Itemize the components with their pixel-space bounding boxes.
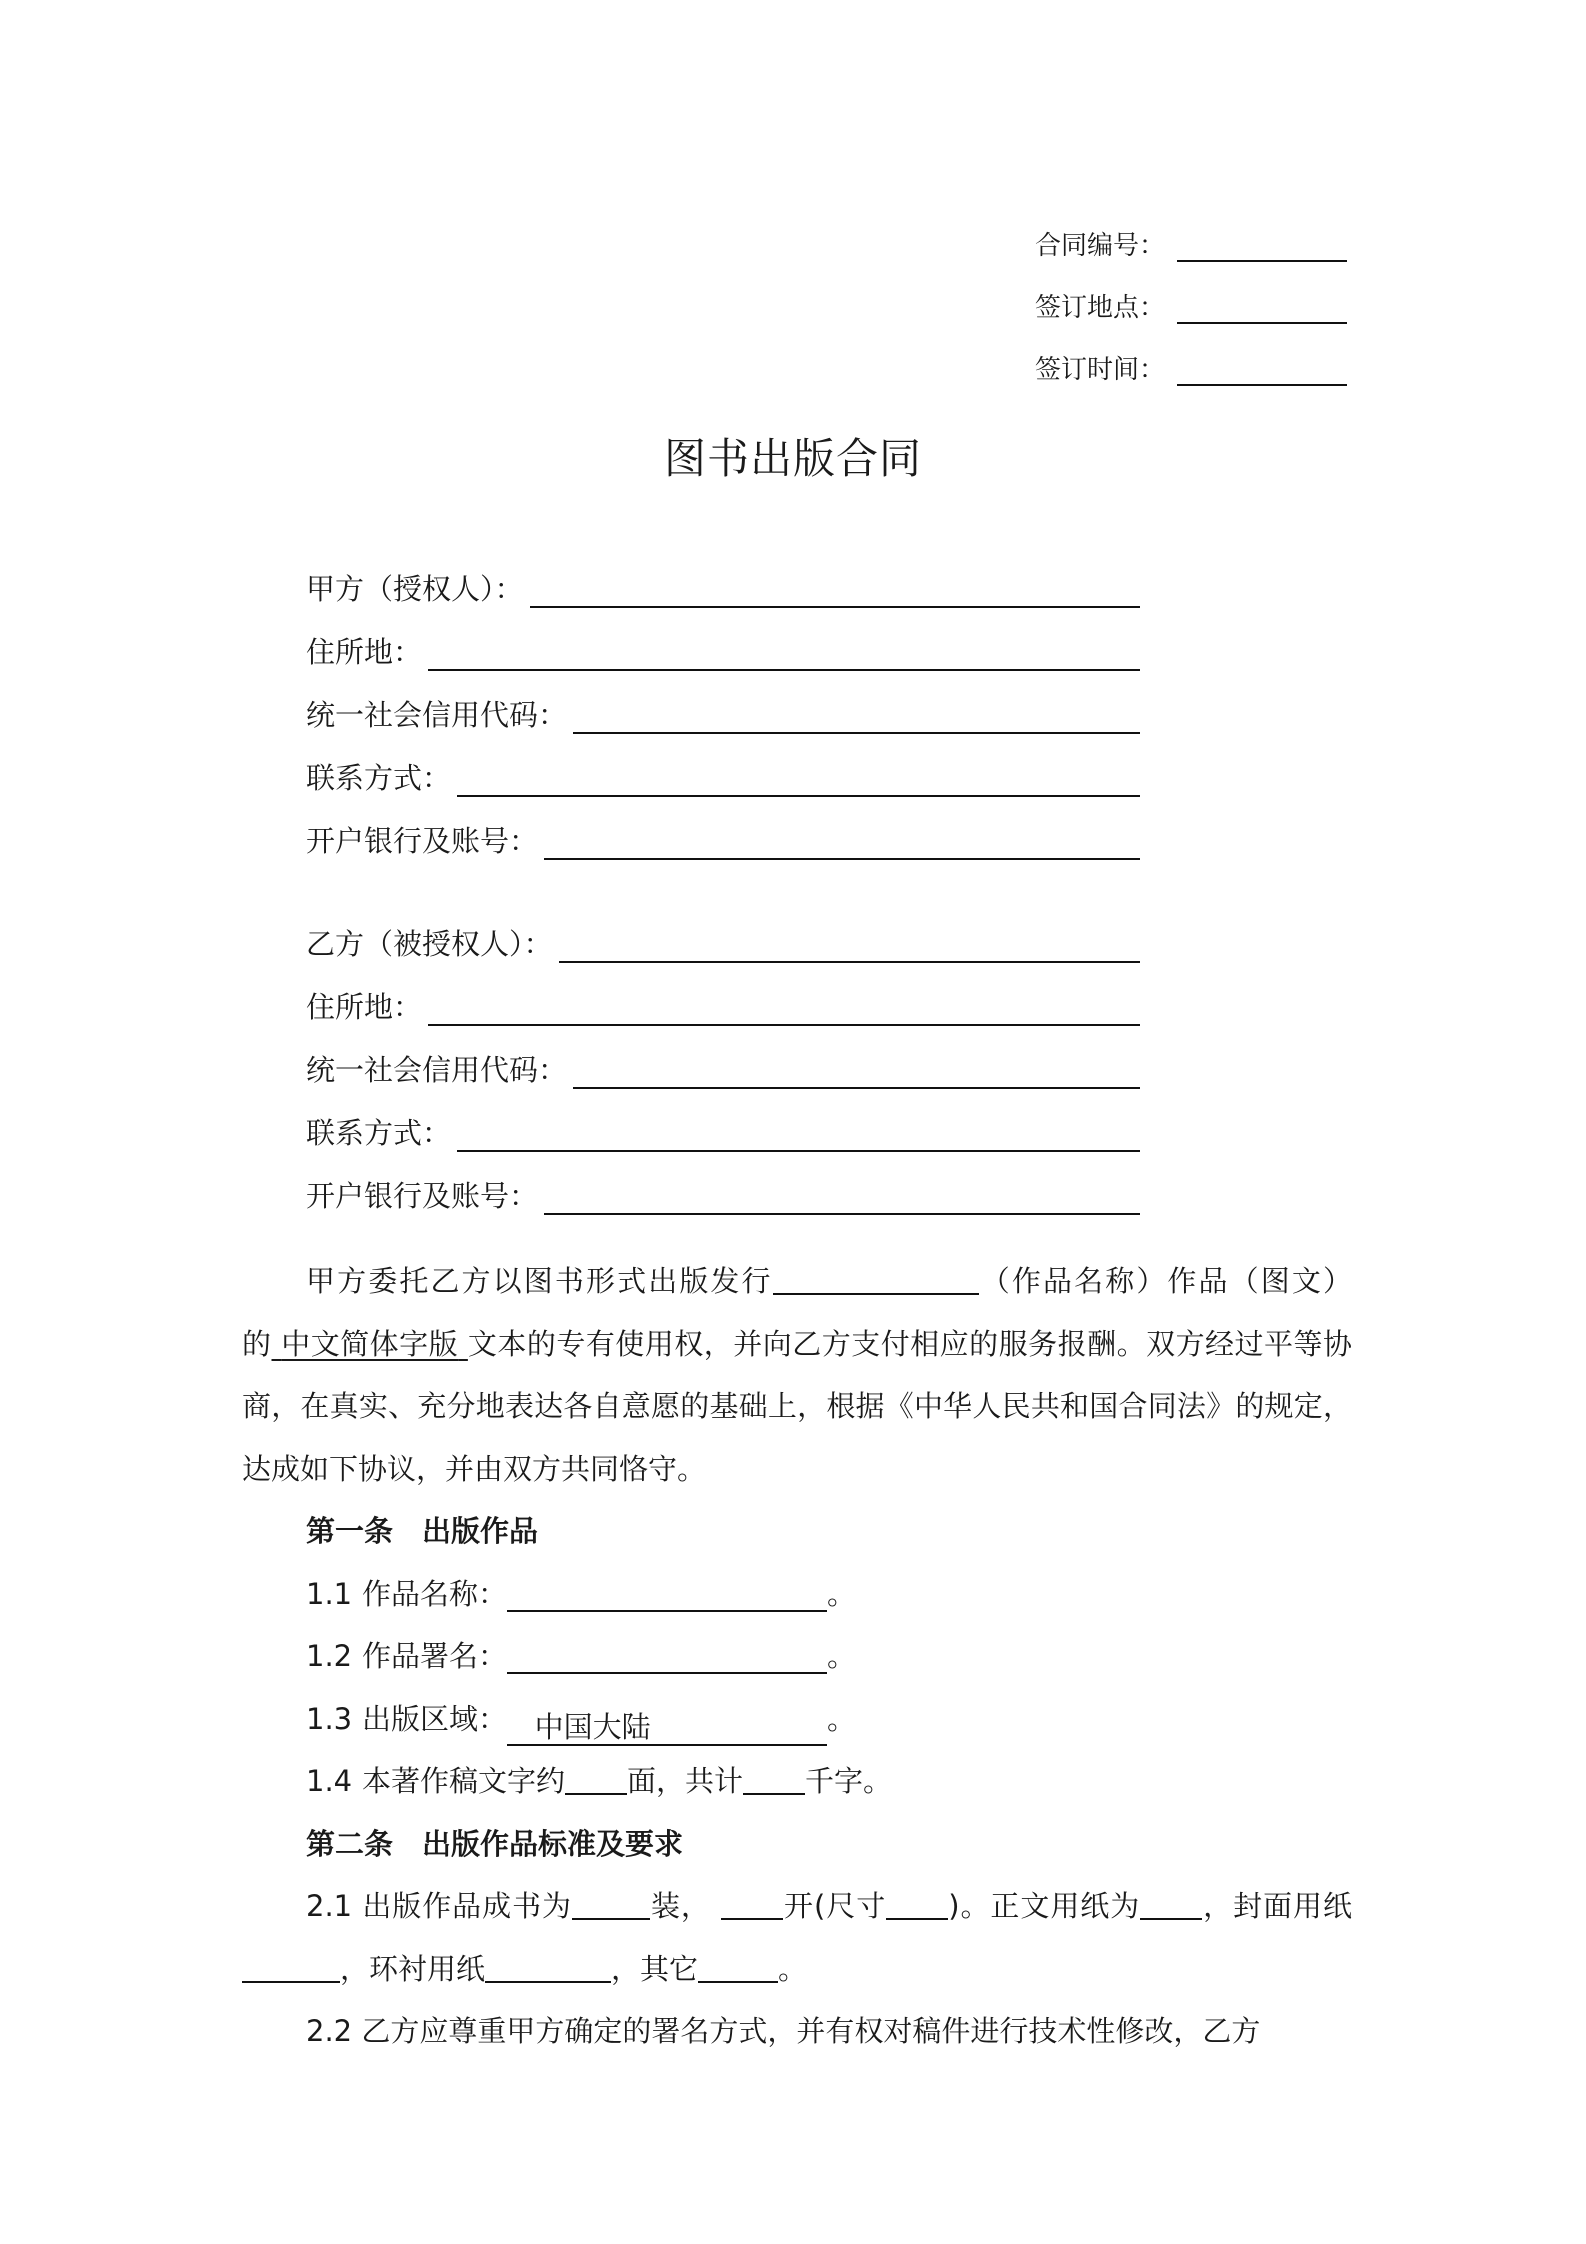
intro-paragraph (242, 1250, 1352, 1500)
body-paper-blank[interactable] (1140, 1892, 1202, 1920)
contract-body (242, 1250, 1352, 2063)
item-1-2 (242, 1625, 1352, 1688)
binding-blank[interactable] (572, 1892, 650, 1920)
party-a-name-row (306, 545, 1140, 608)
party-b-contact-field[interactable] (457, 1122, 1140, 1152)
party-a-bank-field[interactable] (544, 830, 1140, 860)
item-2-2 (242, 2000, 1352, 2063)
item-2-1 (242, 1875, 1352, 2000)
size-blank[interactable] (886, 1892, 948, 1920)
work-author-field[interactable] (507, 1638, 827, 1674)
party-b-address-label: 住所地： (306, 990, 423, 1024)
contract-meta (1035, 200, 1347, 386)
work-title-blank[interactable] (773, 1267, 979, 1295)
article-1-heading: 第一条 出版作品 (306, 1514, 539, 1548)
party-b-name-field[interactable] (559, 933, 1140, 963)
party-a-address-label: 住所地： (306, 635, 423, 669)
party-b-credit-row (306, 1026, 1140, 1089)
sign-time-row (1035, 324, 1347, 386)
party-b-block (306, 900, 1140, 1215)
item-1-1-end: 。 (827, 1576, 857, 1611)
version-value: 中文简体字版 (281, 1326, 459, 1361)
sign-place-label: 签订地点： (1035, 293, 1166, 323)
intro-text-3: 文本的专有使用权，并向乙方支付相应的服务报酬。双方经过平等协商，在真实、充分地表达各自意愿的基础上，根据《中华人民共和国合同法》的规定，达成如下协议，并由双方共同恪守。 (242, 1326, 1353, 1486)
region-field[interactable] (507, 1710, 827, 1746)
item-2-1-f: ，环衬用纸 (340, 1951, 486, 1986)
item-1-3-label: 出版区域： (362, 1701, 508, 1736)
item-2-1-h: 。 (778, 1951, 808, 1986)
sign-time-field[interactable] (1177, 360, 1347, 386)
other-blank[interactable] (698, 1955, 778, 1983)
party-b-credit-field[interactable] (573, 1059, 1140, 1089)
word-count-blank[interactable] (743, 1767, 805, 1795)
page-count-blank[interactable] (565, 1767, 627, 1795)
article-2-heading: 第二条 出版作品标准及要求 (306, 1826, 684, 1861)
item-1-4-text-c: 千字。 (805, 1764, 893, 1798)
party-b-contact-label: 联系方式： (306, 1116, 452, 1150)
item-1-1-num: 1.1 (306, 1576, 353, 1611)
region-value: 中国大陆 (534, 1709, 651, 1744)
item-1-2-num: 1.2 (306, 1639, 353, 1673)
party-a-address-row (306, 608, 1140, 671)
item-2-1-num: 2.1 (306, 1889, 353, 1923)
party-a-contact-label: 联系方式： (306, 761, 452, 795)
item-1-4-text-a: 本著作稿文字约 (362, 1764, 566, 1798)
party-b-credit-label: 统一社会信用代码： (306, 1053, 568, 1087)
party-a-name-label: 甲方（授权人）： (306, 572, 524, 606)
sign-place-row (1035, 262, 1347, 324)
item-2-1-c: 开(尺寸 (783, 1889, 887, 1923)
intro-text-1: 甲方委托乙方以图书形式出版发行 (306, 1264, 773, 1298)
party-a-bank-label: 开户银行及账号： (306, 824, 539, 858)
sign-place-field[interactable] (1177, 298, 1347, 324)
party-a-address-field[interactable] (428, 641, 1140, 671)
contract-no-field[interactable] (1177, 236, 1347, 262)
item-1-4-num: 1.4 (306, 1764, 353, 1798)
party-a-block (306, 545, 1140, 860)
item-1-1-label: 作品名称： (362, 1576, 508, 1611)
intro-text-2: （作品名称）作品（图文）的 (242, 1264, 1352, 1361)
party-a-credit-row (306, 671, 1140, 734)
item-1-3-num: 1.3 (306, 1701, 353, 1736)
party-a-name-field[interactable] (530, 578, 1140, 608)
item-1-1 (242, 1563, 1352, 1626)
item-1-4-text-b: 面，共计 (627, 1764, 744, 1798)
item-2-1-d: )。正文用纸为 (948, 1889, 1141, 1923)
item-1-2-label: 作品署名： (362, 1639, 508, 1673)
item-1-3-end: 。 (827, 1701, 857, 1736)
party-a-credit-label: 统一社会信用代码： (306, 698, 568, 732)
party-a-credit-field[interactable] (573, 704, 1140, 734)
item-2-1-e: ，封面用纸 (1202, 1889, 1352, 1923)
party-b-address-field[interactable] (428, 996, 1140, 1026)
item-1-2-end: 。 (827, 1639, 857, 1673)
contract-no-row (1035, 200, 1347, 262)
endpaper-blank[interactable] (485, 1955, 611, 1983)
format-blank[interactable] (721, 1892, 783, 1920)
party-b-name-row (306, 900, 1140, 963)
contract-title: 图书出版合同 (663, 434, 922, 483)
contract-no-label: 合同编号： (1035, 231, 1166, 261)
item-1-4 (242, 1750, 1352, 1813)
party-b-bank-row (306, 1152, 1140, 1215)
item-2-1-g: ，其它 (611, 1951, 699, 1986)
party-b-name-label: 乙方（被授权人）： (306, 927, 553, 961)
work-name-field[interactable] (507, 1576, 827, 1612)
item-2-2-text: 乙方应尊重甲方确定的署名方式，并有权对稿件进行技术性修改，乙方 (361, 2014, 1261, 2048)
item-2-2-num: 2.2 (306, 2014, 353, 2048)
party-a-contact-field[interactable] (457, 767, 1140, 797)
item-1-3 (242, 1688, 1352, 1751)
sign-time-label: 签订时间： (1035, 355, 1166, 385)
version-text (272, 1327, 468, 1361)
party-a-bank-row (306, 797, 1140, 860)
item-2-1-b: 装， (650, 1889, 711, 1923)
item-2-1-a: 出版作品成书为 (362, 1889, 573, 1923)
party-b-bank-label: 开户银行及账号： (306, 1179, 539, 1213)
party-b-contact-row (306, 1089, 1140, 1152)
cover-paper-blank[interactable] (242, 1955, 340, 1983)
party-a-contact-row (306, 734, 1140, 797)
party-b-bank-field[interactable] (544, 1185, 1140, 1215)
party-b-address-row (306, 963, 1140, 1026)
